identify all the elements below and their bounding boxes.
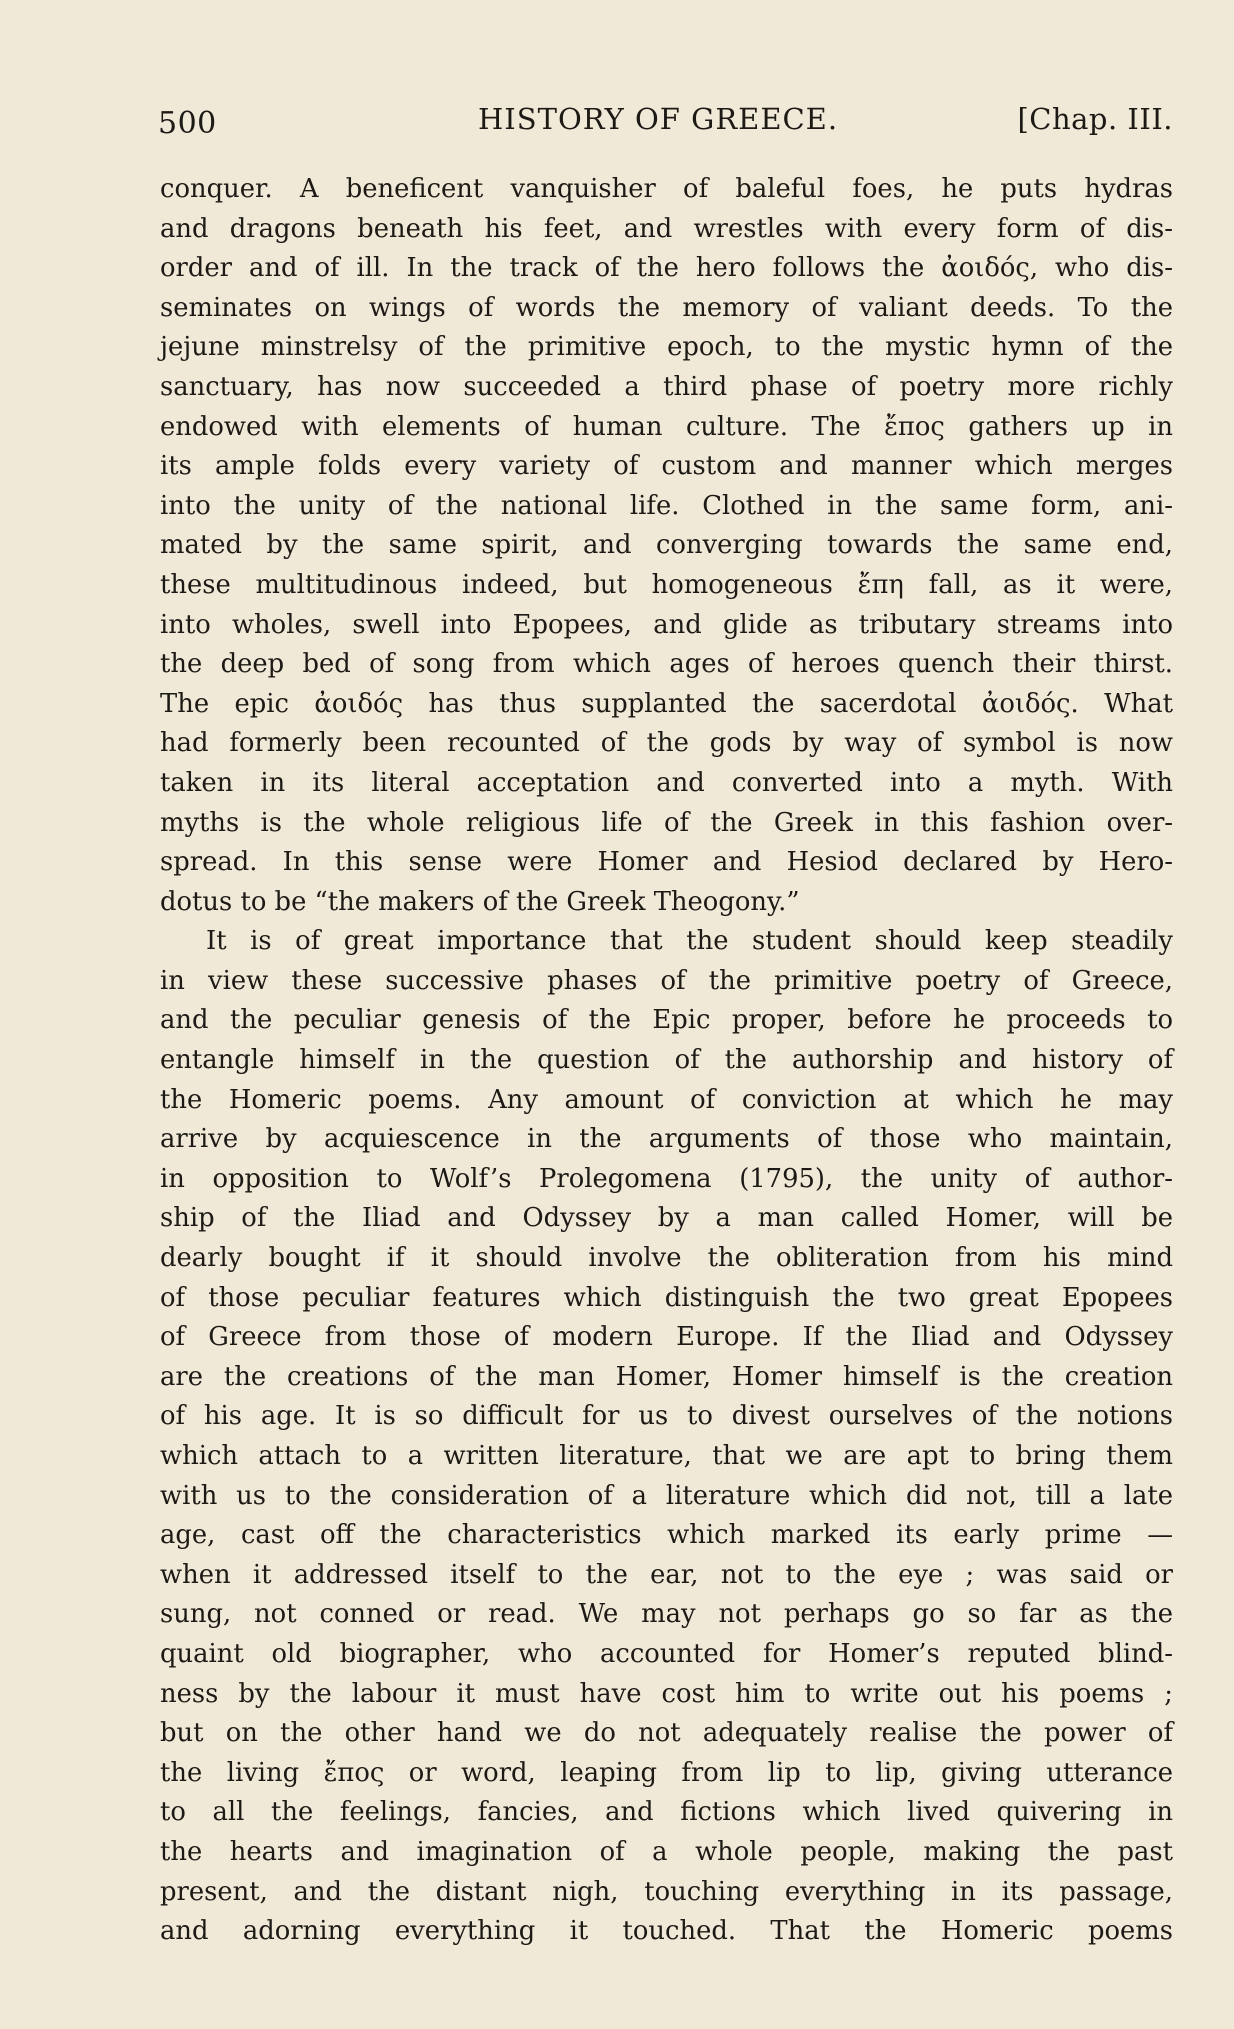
chapter-mark: [Chap. III. (1017, 102, 1173, 136)
text-line: quaint old biographer, who accounted for Homer’s reputed blind- (160, 1638, 1173, 1669)
text-line: conquer. A beneficent vanquisher of baleful foes, he puts hydras (160, 174, 1173, 204)
text-line: into the unity of the national life. Clothed in the same form, ani- (160, 490, 1173, 521)
text-line: dotus to be “the makers of the Greek Theogony.” (160, 886, 800, 917)
text-line: the hearts and imagination of a whole people, making the past (160, 1836, 1173, 1867)
text-line: ship of the Iliad and Odyssey by a man called Homer, will be (160, 1203, 1173, 1234)
text-line: are the creations of the man Homer, Homer himself is the creation (160, 1361, 1173, 1392)
text-line: present, and the distant nigh, touching everything in its passage, (160, 1876, 1173, 1907)
text-line: The epic ἀοιδός has thus supplanted the sacerdotal ἀοιδός. What (160, 688, 1173, 719)
text-line: to all the feelings, fancies, and fictions which lived quivering in (160, 1797, 1173, 1828)
text-line: endowed with elements of human culture. The ἔπος gathers up in (160, 411, 1173, 442)
text-line: order and of ill. In the track of the hero follows the ἀοιδός, who dis- (160, 253, 1173, 284)
text-line: arrive by acquiescence in the arguments of those who maintain, (160, 1124, 1173, 1155)
text-line: sanctuary, has now succeeded a third phase of poetry more richly (160, 371, 1173, 402)
text-line: It is of great importance that the student should keep steadily (206, 926, 1173, 957)
text-line: in view these successive phases of the primitive poetry of Greece, (160, 965, 1173, 996)
text-line: ness by the labour it must have cost him to write out his poems ; (160, 1678, 1173, 1709)
text-line: of those peculiar features which distinguish the two great Epopees (160, 1282, 1173, 1313)
text-line: taken in its literal acceptation and converted into a myth. With (160, 767, 1173, 798)
running-title: HISTORY OF GREECE. (478, 102, 839, 136)
text-line: when it addressed itself to the ear, not to the eye ; was said or (160, 1559, 1173, 1590)
text-line: entangle himself in the question of the authorship and history of (160, 1045, 1173, 1076)
text-line: mated by the same spirit, and converging towards the same end, (160, 530, 1173, 561)
text-line: these multitudinous indeed, but homogeneous ἔπη fall, as it were, (160, 569, 1173, 600)
text-line: and dragons beneath his feet, and wrestles with every form of dis- (160, 213, 1173, 244)
text-line: age, cast off the characteristics which marked its early prime — (160, 1520, 1173, 1551)
text-line: seminates on wings of words the memory of valiant deeds. To the (160, 292, 1173, 323)
text-line: and adorning everything it touched. That the Homeric poems (160, 1916, 1173, 1947)
text-line: spread. In this sense were Homer and Hesiod declared by Hero- (160, 847, 1173, 878)
text-line: which attach to a written literature, that we are apt to bring them (160, 1441, 1173, 1471)
text-line: but on the other hand we do not adequately realise the power of (160, 1718, 1173, 1749)
text-line: into wholes, swell into Epopees, and glide as tributary streams into (160, 609, 1173, 640)
text-line: the living ἔπος or word, leaping from lip to lip, giving utterance (160, 1757, 1173, 1788)
text-line: the deep bed of song from which ages of heroes quench their thirst. (160, 649, 1173, 680)
text-line: of Greece from those of modern Europe. If the Iliad and Odyssey (160, 1322, 1173, 1353)
text-line: dearly bought if it should involve the obliteration from his mind (160, 1243, 1173, 1274)
text-line: had formerly been recounted of the gods by way of symbol is now (160, 728, 1173, 759)
text-line: its ample folds every variety of custom and manner which merges (160, 451, 1173, 482)
text-line: myths is the whole religious life of the Greek in this fashion over- (160, 807, 1173, 838)
text-line: the Homeric poems. Any amount of conviction at which he may (160, 1084, 1173, 1115)
page-header (158, 98, 1173, 142)
text-line: with us to the consideration of a literature which did not, till a late (160, 1480, 1173, 1511)
text-line: jejune minstrelsy of the primitive epoch, to the mystic hymn of the (160, 332, 1173, 363)
text-line: and the peculiar genesis of the Epic proper, before he proceeds to (160, 1005, 1173, 1036)
page-number: 500 (158, 106, 217, 141)
text-line: sung, not conned or read. We may not perhaps go so far as the (160, 1599, 1173, 1630)
text-line: in opposition to Wolf’s Prolegomena (1795), the unity of author- (160, 1163, 1173, 1194)
body-text (160, 170, 1173, 1952)
text-line: of his age. It is so difficult for us to divest ourselves of the notions (160, 1401, 1173, 1432)
